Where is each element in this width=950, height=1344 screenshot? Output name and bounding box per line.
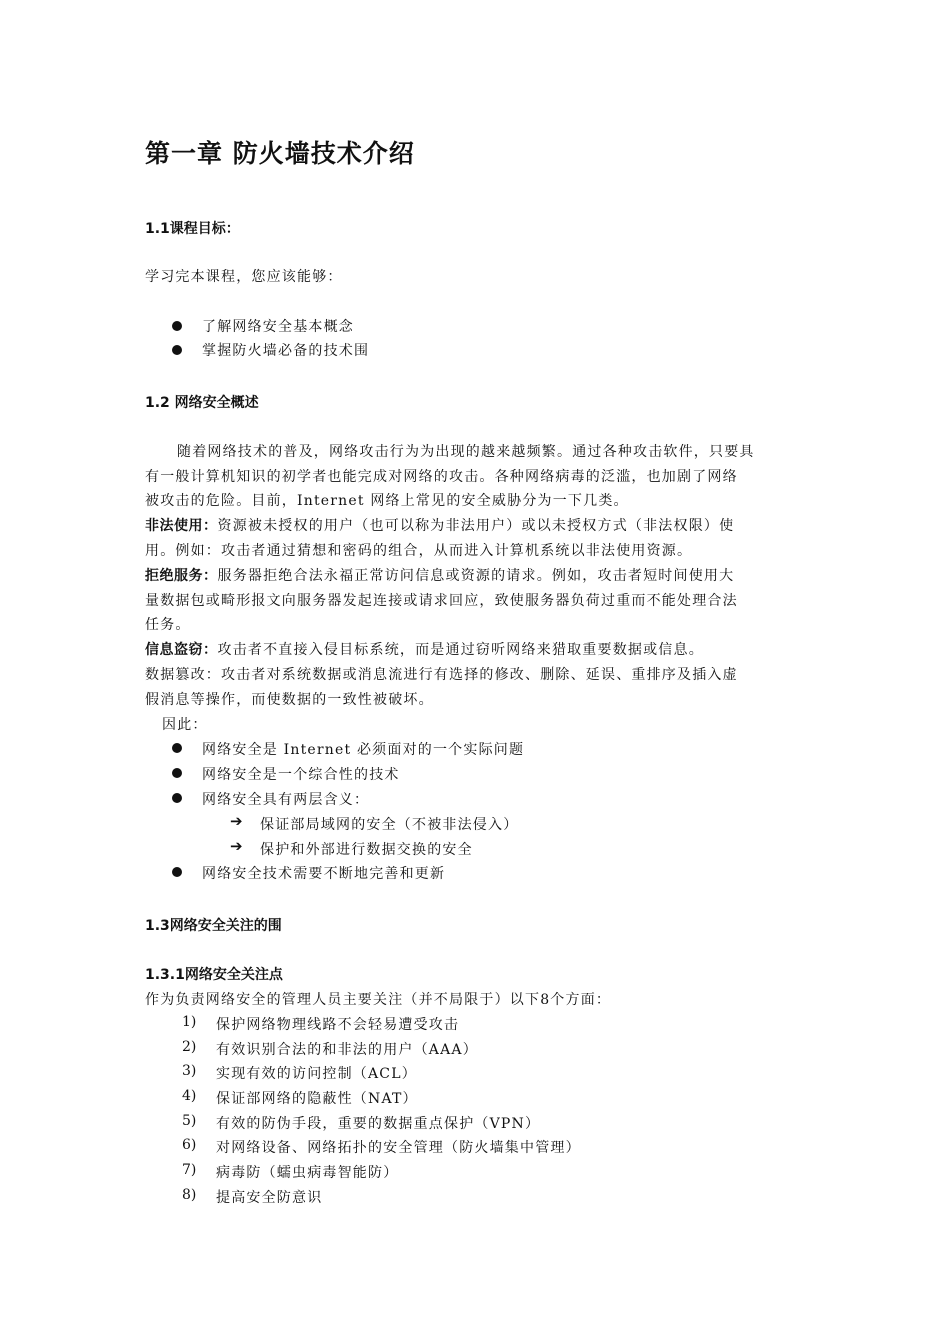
s2-para1-line3: 被攻击的危险。目前，Internet 网络上常见的安全威胁分为一下几类。 (145, 493, 629, 509)
list-item-number: 2) (182, 1039, 197, 1055)
therefore-label: 因此： (162, 717, 208, 733)
list-item-number: 3) (182, 1063, 197, 1079)
list-item: 提高安全防意识 (216, 1190, 323, 1206)
bullet-dot (172, 321, 182, 331)
list-item: 对网络设备、网络拓扑的安全管理（防火墙集中管理） (216, 1140, 581, 1156)
s3-intro: 作为负责网络安全的管理人员主要关注（并不局限于）以下8个方面： (145, 992, 612, 1008)
s2-bullet-3: 网络安全具有两层含义： (202, 792, 370, 808)
list-item-number: 7) (182, 1162, 197, 1178)
s2-sub-bullet-1: 保证部局域网的安全（不被非法侵入） (260, 817, 519, 833)
list-item-number: 6) (182, 1137, 197, 1153)
denial-text: 服务器拒绝合法永福正常访问信息或资源的请求。例如，攻击者短时间使用大 (217, 568, 735, 584)
denial-line1 (145, 565, 734, 585)
bullet-dot (172, 867, 182, 877)
illegal-use-line2: 用。例如：攻击者通过猜想和密码的组合，从而进入计算机系统以非法使用资源。 (145, 543, 693, 559)
s2-para1-line1: 随着网络技术的普及，网络攻击行为为出现的越来越频繁。通过各种攻击软件，只要具 (177, 444, 755, 460)
section-1-3-heading: 1.3网络安全关注的围 (145, 918, 282, 934)
list-item-number: 1) (182, 1014, 197, 1030)
arrow-right-icon: ➔ (230, 812, 243, 830)
s2-sub-bullet-2: 保护和外部进行数据交换的安全 (260, 842, 473, 858)
theft-text: 攻击者不直接入侵目标系统，而是通过窃听网络来猎取重要数据或信息。 (217, 642, 704, 658)
list-item-number: 5) (182, 1113, 197, 1129)
list-item: 保证部网络的隐蔽性（NAT） (216, 1091, 418, 1107)
list-item: 病毒防（蠕虫病毒智能防） (216, 1165, 399, 1181)
s1-bullet-2: 掌握防火墙必备的技术围 (202, 343, 370, 359)
list-item-number: 8) (182, 1187, 197, 1203)
list-item: 保护网络物理线路不会轻易遭受攻击 (216, 1017, 460, 1033)
illegal-use-line1 (145, 515, 734, 535)
illegal-use-term: 非法使用： (145, 518, 218, 534)
s2-bullet-1: 网络安全是 Internet 必须面对的一个实际问题 (202, 742, 525, 758)
section-1-2-heading: 1.2 网络安全概述 (145, 395, 259, 411)
denial-term: 拒绝服务： (145, 568, 218, 584)
theft-term: 信息盗窃： (145, 642, 218, 658)
s2-bullet-2: 网络安全是一个综合性的技术 (202, 767, 400, 783)
bullet-dot (172, 743, 182, 753)
tamper-line2: 假消息等操作，而使数据的一致性被破坏。 (145, 692, 434, 708)
bullet-dot (172, 345, 182, 355)
theft-line (145, 639, 704, 659)
section-1-3-1-heading: 1.3.1网络安全关注点 (145, 967, 283, 983)
illegal-use-text: 资源被未授权的用户（也可以称为非法用户）或以未授权方式（非法权限）使 (217, 518, 735, 534)
tamper-line1: 数据篡改：攻击者对系统数据或消息流进行有选择的修改、删除、延误、重排序及插入虚 (145, 667, 738, 683)
s2-para1-line2: 有一般计算机知识的初学者也能完成对网络的攻击。各种网络病毒的泛滥，也加剧了网络 (145, 469, 738, 485)
list-item: 有效识别合法的和非法的用户（AAA） (216, 1042, 478, 1058)
denial-line3: 任务。 (145, 617, 191, 633)
s1-bullet-1: 了解网络安全基本概念 (202, 319, 354, 335)
list-item-number: 4) (182, 1088, 197, 1104)
s2-bullet-4: 网络安全技术需要不断地完善和更新 (202, 866, 446, 882)
list-item: 实现有效的访问控制（ACL） (216, 1066, 417, 1082)
denial-line2: 量数据包或畸形报文向服务器发起连接或请求回应，致使服务器负荷过重而不能处理合法 (145, 593, 738, 609)
arrow-right-icon: ➔ (230, 837, 243, 855)
s1-intro: 学习完本课程，您应该能够： (145, 269, 343, 285)
section-1-1-heading: 1.1课程目标： (145, 221, 240, 237)
bullet-dot (172, 768, 182, 778)
chapter-title: 第一章 防火墙技术介绍 (145, 139, 415, 168)
bullet-dot (172, 793, 182, 803)
list-item: 有效的防伪手段，重要的数据重点保护（VPN） (216, 1116, 541, 1132)
